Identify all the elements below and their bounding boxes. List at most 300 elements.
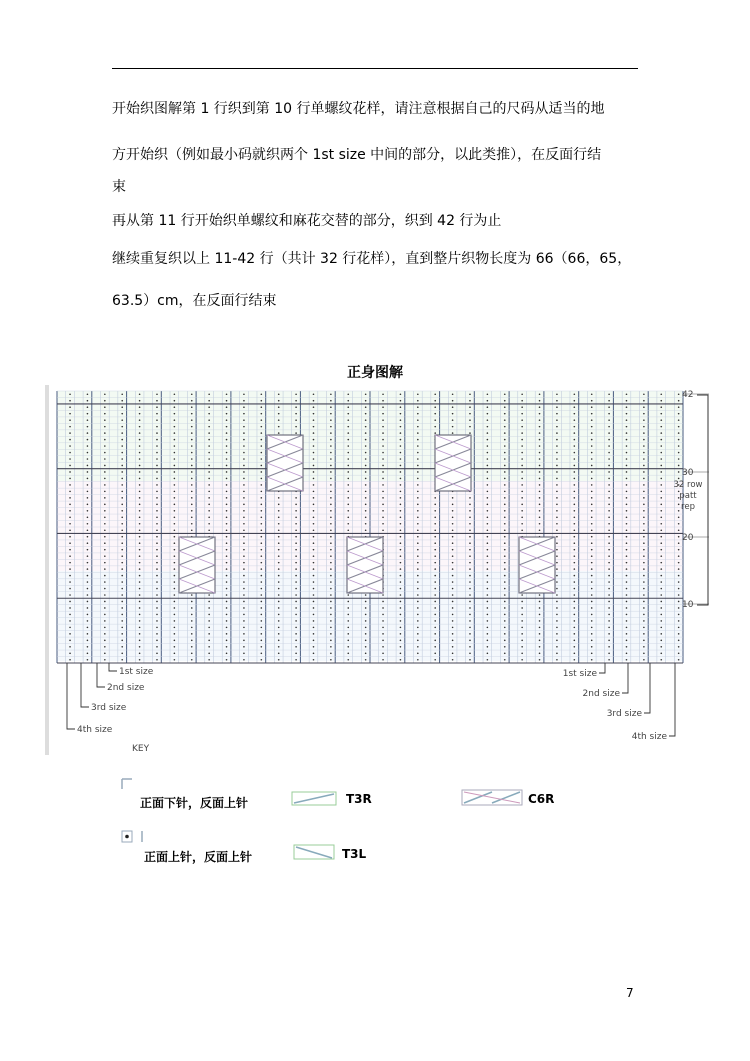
purl-dot: [452, 575, 454, 577]
purl-dot: [174, 549, 176, 551]
purl-dot: [69, 393, 71, 395]
purl-dot: [521, 652, 523, 654]
purl-dot: [295, 413, 297, 415]
purl-dot: [69, 452, 71, 454]
purl-dot: [243, 659, 245, 661]
purl-dot: [469, 607, 471, 609]
purl-dot: [556, 542, 558, 544]
purl-dot: [261, 614, 263, 616]
purl-dot: [87, 555, 89, 557]
purl-dot: [104, 504, 106, 506]
purl-dot: [591, 510, 593, 512]
purl-dot: [139, 452, 141, 454]
purl-dot: [452, 406, 454, 408]
purl-dot: [452, 620, 454, 622]
purl-dot: [243, 419, 245, 421]
purl-dot: [400, 575, 402, 577]
purl-dot: [574, 588, 576, 590]
purl-dot: [574, 439, 576, 441]
purl-dot: [365, 393, 367, 395]
purl-dot: [121, 491, 123, 493]
purl-dot: [678, 445, 680, 447]
purl-dot: [539, 465, 541, 467]
purl-dot: [365, 633, 367, 635]
purl-dot: [452, 652, 454, 654]
purl-dot: [121, 484, 123, 486]
purl-dot: [69, 484, 71, 486]
purl-dot: [139, 465, 141, 467]
instruction-line-5: 继续重复织以上 11-42 行（共计 32 行花样），直到整片织物长度为 66（66，65，: [112, 251, 632, 267]
purl-dot: [487, 652, 489, 654]
purl-dot: [226, 393, 228, 395]
purl-dot: [504, 445, 506, 447]
purl-dot: [191, 594, 193, 596]
purl-dot: [574, 652, 576, 654]
purl-dot: [574, 581, 576, 583]
purl-dot: [678, 568, 680, 570]
purl-dot: [139, 575, 141, 577]
purl-dot: [521, 478, 523, 480]
purl-dot: [104, 536, 106, 538]
purl-dot: [660, 620, 662, 622]
purl-dot: [139, 620, 141, 622]
purl-dot: [504, 426, 506, 428]
purl-dot: [452, 562, 454, 564]
purl-dot: [487, 516, 489, 518]
purl-dot: [539, 523, 541, 525]
purl-dot: [521, 601, 523, 603]
key-label: KEY: [132, 744, 150, 754]
purl-dot: [643, 575, 645, 577]
purl-dot: [434, 581, 436, 583]
purl-dot: [382, 452, 384, 454]
purl-dot: [261, 568, 263, 570]
purl-dot: [487, 491, 489, 493]
purl-dot: [87, 562, 89, 564]
purl-dot: [278, 568, 280, 570]
purl-dot: [678, 633, 680, 635]
purl-dot: [417, 633, 419, 635]
purl-dot: [139, 640, 141, 642]
purl-dot: [156, 491, 158, 493]
purl-dot: [313, 497, 315, 499]
purl-dot: [347, 497, 349, 499]
purl-dot: [452, 504, 454, 506]
purl-dot: [660, 523, 662, 525]
purl-dot: [400, 633, 402, 635]
purl-dot: [208, 640, 210, 642]
purl-dot: [417, 484, 419, 486]
purl-dot: [487, 614, 489, 616]
purl-dot: [382, 491, 384, 493]
purl-dot: [574, 646, 576, 648]
purl-dot: [660, 439, 662, 441]
purl-dot: [452, 523, 454, 525]
purl-dot: [174, 607, 176, 609]
purl-dot: [487, 497, 489, 499]
purl-dot: [521, 659, 523, 661]
purl-dot: [330, 652, 332, 654]
purl-dot: [139, 523, 141, 525]
purl-dot: [608, 406, 610, 408]
purl-dot: [121, 627, 123, 629]
purl-dot: [313, 426, 315, 428]
purl-dot: [347, 523, 349, 525]
purl-dot: [591, 491, 593, 493]
purl-dot: [330, 659, 332, 661]
purl-dot: [626, 620, 628, 622]
purl-dot: [678, 452, 680, 454]
purl-dot: [400, 400, 402, 402]
purl-dot: [574, 614, 576, 616]
purl-dot: [539, 652, 541, 654]
purl-dot: [226, 471, 228, 473]
purl-dot: [487, 510, 489, 512]
purl-dot: [208, 465, 210, 467]
purl-dot: [347, 659, 349, 661]
purl-dot: [87, 413, 89, 415]
purl-dot: [69, 549, 71, 551]
purl-dot: [469, 542, 471, 544]
purl-dot: [174, 465, 176, 467]
purl-dot: [452, 536, 454, 538]
purl-dot: [365, 452, 367, 454]
purl-dot: [469, 529, 471, 531]
purl-dot: [87, 393, 89, 395]
purl-dot: [278, 633, 280, 635]
purl-dot: [347, 478, 349, 480]
purl-dot: [626, 484, 628, 486]
purl-dot: [313, 400, 315, 402]
purl-dot: [139, 458, 141, 460]
purl-dot: [69, 640, 71, 642]
purl-dot: [417, 400, 419, 402]
purl-dot: [139, 594, 141, 596]
purl-dot: [295, 504, 297, 506]
t3r-symbol: [290, 790, 340, 808]
purl-dot: [504, 491, 506, 493]
purl-dot: [487, 439, 489, 441]
purl-dot: [365, 659, 367, 661]
purl-dot: [626, 426, 628, 428]
cable-block: [347, 537, 383, 593]
purl-dot: [139, 581, 141, 583]
purl-dot: [608, 575, 610, 577]
purl-dot: [243, 581, 245, 583]
purl-dot: [365, 646, 367, 648]
purl-dot: [121, 646, 123, 648]
purl-dot: [139, 426, 141, 428]
purl-dot: [382, 510, 384, 512]
purl-dot: [365, 614, 367, 616]
purl-dot: [226, 549, 228, 551]
purl-dot: [87, 426, 89, 428]
purl-dot: [452, 646, 454, 648]
purl-dot: [626, 529, 628, 531]
purl-dot: [156, 504, 158, 506]
purl-dot: [469, 419, 471, 421]
purl-dot: [643, 497, 645, 499]
purl-dot: [660, 406, 662, 408]
purl-dot: [469, 562, 471, 564]
purl-dot: [556, 659, 558, 661]
purl-dot: [278, 413, 280, 415]
purl-dot: [417, 614, 419, 616]
purl-dot: [608, 588, 610, 590]
instruction-line-4: 再从第 11 行开始织单螺纹和麻花交替的部分，织到 42 行为止: [112, 213, 502, 229]
purl-dot: [382, 426, 384, 428]
purl-dot: [434, 523, 436, 525]
purl-dot: [469, 601, 471, 603]
purl-dot: [261, 549, 263, 551]
purl-dot: [452, 516, 454, 518]
purl-dot: [382, 400, 384, 402]
purl-dot: [556, 510, 558, 512]
purl-dot: [400, 529, 402, 531]
purl-dot: [226, 640, 228, 642]
purl-dot: [330, 452, 332, 454]
purl-dot: [678, 640, 680, 642]
purl-dot: [156, 516, 158, 518]
purl-stitch-label: 正面上针，反面上针: [144, 850, 253, 864]
purl-dot: [487, 568, 489, 570]
purl-dot: [434, 432, 436, 434]
purl-dot: [400, 536, 402, 538]
purl-dot: [347, 614, 349, 616]
purl-dot: [330, 413, 332, 415]
purl-dot: [591, 555, 593, 557]
purl-dot: [487, 607, 489, 609]
purl-dot: [487, 406, 489, 408]
purl-dot: [626, 445, 628, 447]
purl-dot: [121, 549, 123, 551]
purl-dot: [156, 549, 158, 551]
knit-stitch-label: 正面下针，反面上针: [140, 796, 249, 810]
purl-dot: [313, 555, 315, 557]
purl-dot: [504, 484, 506, 486]
purl-dot: [626, 659, 628, 661]
purl-dot: [104, 568, 106, 570]
purl-dot: [382, 478, 384, 480]
purl-dot: [156, 458, 158, 460]
purl-dot: [521, 458, 523, 460]
purl-dot: [174, 458, 176, 460]
purl-dot: [313, 549, 315, 551]
purl-dot: [87, 659, 89, 661]
purl-dot: [608, 465, 610, 467]
purl-dot: [261, 659, 263, 661]
purl-dot: [295, 393, 297, 395]
purl-dot: [330, 568, 332, 570]
purl-dot: [521, 465, 523, 467]
purl-dot: [330, 458, 332, 460]
purl-dot: [139, 555, 141, 557]
purl-dot: [139, 504, 141, 506]
purl-dot: [556, 484, 558, 486]
purl-dot: [226, 465, 228, 467]
purl-dot: [330, 432, 332, 434]
purl-dot: [226, 652, 228, 654]
purl-dot: [487, 601, 489, 603]
purl-dot: [295, 594, 297, 596]
purl-dot: [678, 393, 680, 395]
purl-dot: [469, 581, 471, 583]
purl-dot: [156, 523, 158, 525]
purl-dot: [261, 536, 263, 538]
purl-dot: [330, 497, 332, 499]
purl-dot: [400, 406, 402, 408]
purl-dot: [417, 607, 419, 609]
purl-dot: [521, 529, 523, 531]
purl-dot: [278, 529, 280, 531]
purl-dot: [69, 562, 71, 564]
purl-dot: [608, 400, 610, 402]
purl-dot: [261, 575, 263, 577]
purl-dot: [365, 607, 367, 609]
purl-dot: [400, 542, 402, 544]
purl-dot: [261, 452, 263, 454]
purl-dot: [87, 419, 89, 421]
purl-dot: [608, 491, 610, 493]
purl-dot: [330, 640, 332, 642]
purl-dot: [313, 452, 315, 454]
purl-dot: [487, 542, 489, 544]
purl-dot: [295, 542, 297, 544]
purl-dot: [121, 601, 123, 603]
purl-dot: [539, 614, 541, 616]
purl-dot: [417, 458, 419, 460]
purl-dot: [121, 568, 123, 570]
purl-dot: [87, 640, 89, 642]
purl-dot: [278, 601, 280, 603]
purl-dot: [643, 659, 645, 661]
purl-dot: [191, 633, 193, 635]
purl-dot: [295, 652, 297, 654]
purl-dot: [295, 426, 297, 428]
purl-dot: [174, 497, 176, 499]
purl-dot: [469, 568, 471, 570]
purl-dot: [174, 620, 176, 622]
purl-dot: [591, 562, 593, 564]
purl-dot: [539, 432, 541, 434]
purl-dot: [452, 601, 454, 603]
purl-dot: [591, 575, 593, 577]
purl-dot: [469, 614, 471, 616]
purl-dot: [660, 484, 662, 486]
purl-dot: [104, 562, 106, 564]
purl-stitch-symbol: [120, 828, 148, 846]
purl-dot: [504, 646, 506, 648]
purl-dot: [417, 627, 419, 629]
purl-dot: [104, 652, 106, 654]
purl-dot: [452, 588, 454, 590]
purl-dot: [104, 465, 106, 467]
purl-dot: [156, 510, 158, 512]
purl-dot: [556, 555, 558, 557]
purl-dot: [365, 413, 367, 415]
purl-dot: [330, 529, 332, 531]
purl-dot: [452, 419, 454, 421]
purl-dot: [156, 588, 158, 590]
purl-dot: [539, 452, 541, 454]
purl-dot: [434, 633, 436, 635]
purl-dot: [469, 620, 471, 622]
purl-dot: [626, 491, 628, 493]
size-bracket-right: [622, 663, 628, 693]
purl-dot: [226, 478, 228, 480]
purl-dot: [678, 413, 680, 415]
purl-dot: [347, 452, 349, 454]
purl-dot: [643, 633, 645, 635]
purl-dot: [487, 393, 489, 395]
purl-dot: [87, 594, 89, 596]
purl-dot: [608, 497, 610, 499]
purl-dot: [487, 465, 489, 467]
purl-dot: [243, 406, 245, 408]
purl-dot: [626, 510, 628, 512]
purl-dot: [313, 516, 315, 518]
purl-dot: [643, 393, 645, 395]
purl-dot: [608, 523, 610, 525]
purl-dot: [174, 575, 176, 577]
purl-dot: [452, 614, 454, 616]
purl-dot: [400, 659, 402, 661]
purl-dot: [417, 445, 419, 447]
purl-dot: [87, 439, 89, 441]
purl-dot: [434, 652, 436, 654]
purl-dot: [313, 652, 315, 654]
purl-dot: [156, 536, 158, 538]
purl-dot: [347, 640, 349, 642]
purl-dot: [174, 393, 176, 395]
purl-dot: [347, 652, 349, 654]
purl-dot: [104, 659, 106, 661]
purl-dot: [400, 504, 402, 506]
purl-dot: [434, 413, 436, 415]
purl-dot: [261, 465, 263, 467]
purl-dot: [121, 607, 123, 609]
purl-dot: [191, 627, 193, 629]
purl-dot: [278, 555, 280, 557]
purl-dot: [400, 452, 402, 454]
purl-dot: [434, 555, 436, 557]
t3r-label: T3R: [346, 792, 372, 806]
purl-dot: [591, 581, 593, 583]
purl-dot: [208, 510, 210, 512]
purl-dot: [539, 478, 541, 480]
purl-dot: [87, 523, 89, 525]
purl-dot: [156, 646, 158, 648]
purl-dot: [121, 445, 123, 447]
purl-dot: [313, 588, 315, 590]
purl-dot: [121, 458, 123, 460]
purl-dot: [313, 607, 315, 609]
purl-dot: [660, 627, 662, 629]
purl-dot: [243, 542, 245, 544]
purl-dot: [208, 452, 210, 454]
purl-dot: [591, 568, 593, 570]
purl-dot: [504, 439, 506, 441]
purl-dot: [69, 497, 71, 499]
purl-dot: [156, 471, 158, 473]
purl-dot: [487, 445, 489, 447]
purl-dot: [191, 413, 193, 415]
purl-dot: [208, 646, 210, 648]
purl-dot: [87, 465, 89, 467]
purl-dot: [69, 471, 71, 473]
purl-dot: [574, 478, 576, 480]
purl-dot: [278, 620, 280, 622]
